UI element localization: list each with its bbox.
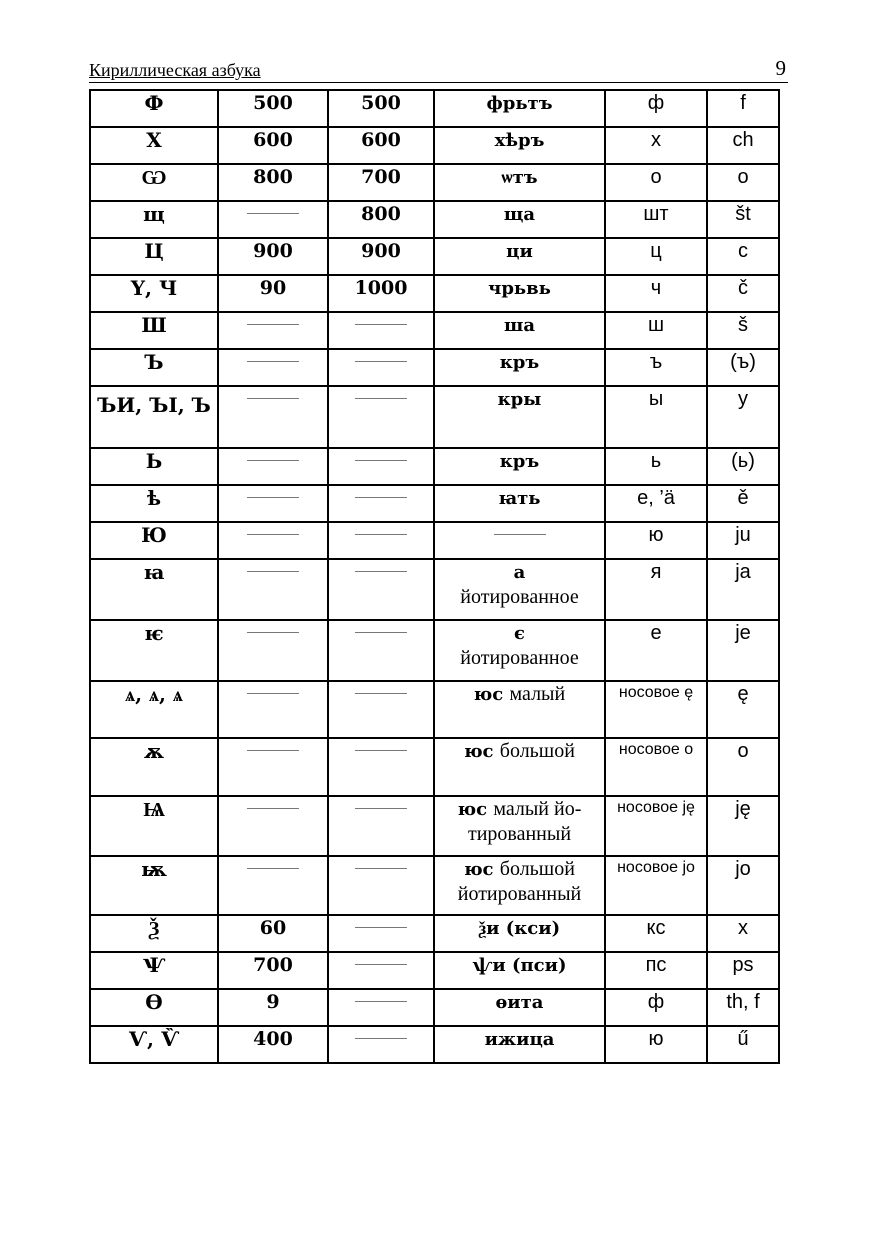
- cyrillic-value-cell: [328, 681, 434, 738]
- letter-name-bold: юс: [473, 684, 504, 705]
- letter-name-cell: ижица: [434, 1026, 605, 1063]
- letter-cell: Ш: [90, 312, 218, 349]
- letter-cell: ЪИ, ЪІ, Ъ: [90, 386, 218, 448]
- empty-dash: [247, 868, 299, 869]
- greek-value-cell: 700: [218, 952, 328, 989]
- letter-cell: ꙗ: [90, 559, 218, 620]
- letter-name-cell: хѣръ: [434, 127, 605, 164]
- cyrillic-value-cell: [328, 349, 434, 386]
- latin-transliteration-cell: th, f: [707, 989, 779, 1026]
- letter-cell: ѧ, ѧ, ѧ: [90, 681, 218, 738]
- letter-name-cell: ѱи (пси): [434, 952, 605, 989]
- letter-name-cell: [434, 681, 605, 738]
- greek-value-cell: 90: [218, 275, 328, 312]
- empty-dash: [247, 213, 299, 214]
- letter-name-cell: [434, 522, 605, 559]
- greek-value-cell: [218, 796, 328, 856]
- cyrillic-value-cell: [328, 559, 434, 620]
- empty-dash: [355, 964, 407, 965]
- letter-cell: ѫ: [90, 738, 218, 796]
- russian-equivalent-cell: ю: [605, 1026, 707, 1063]
- cyrillic-value-cell: [328, 989, 434, 1026]
- letter-name-plain: большой йотированный: [457, 858, 582, 905]
- cyrillic-value-cell: 600: [328, 127, 434, 164]
- russian-equivalent-cell: шт: [605, 201, 707, 238]
- letter-cell: Ѩ: [90, 796, 218, 856]
- letter-cell: Ѯ: [90, 915, 218, 952]
- cyrillic-value-cell: [328, 522, 434, 559]
- empty-dash: [355, 460, 407, 461]
- letter-name-cell: ша: [434, 312, 605, 349]
- running-head-title: Кириллическая азбука: [89, 60, 261, 80]
- latin-transliteration-cell: č: [707, 275, 779, 312]
- greek-value-cell: 900: [218, 238, 328, 275]
- letter-name-cell: [434, 559, 605, 620]
- table-row: [90, 275, 779, 312]
- empty-dash: [355, 750, 407, 751]
- letter-cell: Ь: [90, 448, 218, 485]
- cyrillic-value-cell: [328, 738, 434, 796]
- empty-dash: [247, 808, 299, 809]
- latin-transliteration-cell: o: [707, 164, 779, 201]
- cyrillic-value-cell: [328, 856, 434, 915]
- letter-cell: Ѡ: [90, 164, 218, 201]
- empty-dash: [247, 632, 299, 633]
- table-row: [90, 522, 779, 559]
- empty-dash: [247, 571, 299, 572]
- russian-equivalent-cell: ю: [605, 522, 707, 559]
- greek-value-cell: 400: [218, 1026, 328, 1063]
- cyrillic-value-cell: [328, 952, 434, 989]
- table-row: [90, 559, 779, 620]
- empty-dash: [247, 398, 299, 399]
- greek-value-cell: [218, 559, 328, 620]
- greek-value-cell: [218, 738, 328, 796]
- greek-value-cell: [218, 620, 328, 681]
- latin-transliteration-cell: ju: [707, 522, 779, 559]
- letter-name-bold: юс: [457, 799, 488, 820]
- table-row: [90, 952, 779, 989]
- empty-dash: [355, 693, 407, 694]
- letter-name-cell: [434, 796, 605, 856]
- russian-equivalent-cell: е, ’ä: [605, 485, 707, 522]
- letter-name-cell: [434, 856, 605, 915]
- letter-name-bold: юс: [464, 741, 494, 762]
- cyrillic-value-cell: [328, 448, 434, 485]
- cyrillic-value-cell: 800: [328, 201, 434, 238]
- latin-transliteration-cell: f: [707, 90, 779, 127]
- cyrillic-value-cell: [328, 1026, 434, 1063]
- table-row: [90, 1026, 779, 1063]
- cyrillic-value-cell: 500: [328, 90, 434, 127]
- table-row: [90, 856, 779, 915]
- table-row: [90, 201, 779, 238]
- table-row: [90, 349, 779, 386]
- greek-value-cell: [218, 681, 328, 738]
- latin-transliteration-cell: y: [707, 386, 779, 448]
- letter-name-plain: йотированное: [460, 647, 579, 669]
- table-row: [90, 164, 779, 201]
- russian-equivalent-cell: ц: [605, 238, 707, 275]
- empty-dash: [247, 693, 299, 694]
- letter-name-cell: ща: [434, 201, 605, 238]
- letter-cell: Ѳ: [90, 989, 218, 1026]
- latin-transliteration-cell: ps: [707, 952, 779, 989]
- cyrillic-value-cell: [328, 386, 434, 448]
- table-row: [90, 915, 779, 952]
- table-row: [90, 620, 779, 681]
- letter-name-cell: [434, 620, 605, 681]
- greek-value-cell: [218, 386, 328, 448]
- cyrillic-value-cell: [328, 915, 434, 952]
- empty-dash: [355, 927, 407, 928]
- latin-transliteration-cell: ja: [707, 559, 779, 620]
- letter-name-plain: большой: [499, 740, 575, 762]
- latin-transliteration-cell: je: [707, 620, 779, 681]
- empty-dash: [247, 460, 299, 461]
- letter-name-cell: ци: [434, 238, 605, 275]
- cyrillic-value-cell: 700: [328, 164, 434, 201]
- letter-name-cell: ѯи (кси): [434, 915, 605, 952]
- greek-value-cell: [218, 201, 328, 238]
- latin-transliteration-cell: š: [707, 312, 779, 349]
- greek-value-cell: 600: [218, 127, 328, 164]
- letter-name-cell: кръ: [434, 448, 605, 485]
- letter-name-cell: кръ: [434, 349, 605, 386]
- cyrillic-value-cell: [328, 796, 434, 856]
- latin-transliteration-cell: (ъ): [707, 349, 779, 386]
- russian-equivalent-cell: о: [605, 164, 707, 201]
- russian-equivalent-cell: пс: [605, 952, 707, 989]
- table-row: [90, 681, 779, 738]
- table-row: [90, 448, 779, 485]
- table-row: [90, 238, 779, 275]
- letter-name-cell: ꙗть: [434, 485, 605, 522]
- letter-name-bold: а: [513, 562, 526, 583]
- running-head: [89, 58, 788, 83]
- letter-name-bold: є: [514, 623, 525, 644]
- empty-dash: [247, 534, 299, 535]
- russian-equivalent-cell: ъ: [605, 349, 707, 386]
- greek-value-cell: [218, 856, 328, 915]
- russian-equivalent-cell: ы: [605, 386, 707, 448]
- greek-value-cell: [218, 312, 328, 349]
- russian-equivalent-cell: носовое о: [605, 738, 707, 796]
- table-row: [90, 485, 779, 522]
- letter-cell: щ: [90, 201, 218, 238]
- table-row: [90, 312, 779, 349]
- empty-dash: [494, 534, 546, 535]
- russian-equivalent-cell: е: [605, 620, 707, 681]
- cyrillic-value-cell: [328, 485, 434, 522]
- letter-name-cell: фрьтъ: [434, 90, 605, 127]
- empty-dash: [247, 750, 299, 751]
- empty-dash: [247, 324, 299, 325]
- greek-value-cell: 800: [218, 164, 328, 201]
- latin-transliteration-cell: jo: [707, 856, 779, 915]
- greek-value-cell: [218, 448, 328, 485]
- russian-equivalent-cell: ф: [605, 989, 707, 1026]
- letter-name-cell: [434, 738, 605, 796]
- russian-equivalent-cell: носовое ję: [605, 796, 707, 856]
- latin-transliteration-cell: ě: [707, 485, 779, 522]
- latin-transliteration-cell: ch: [707, 127, 779, 164]
- latin-transliteration-cell: ű: [707, 1026, 779, 1063]
- russian-equivalent-cell: ь: [605, 448, 707, 485]
- letter-name-cell: ѳита: [434, 989, 605, 1026]
- russian-equivalent-cell: носовое ę: [605, 681, 707, 738]
- letter-cell: Ъ: [90, 349, 218, 386]
- letter-cell: Ѱ: [90, 952, 218, 989]
- letter-cell: Ц: [90, 238, 218, 275]
- empty-dash: [355, 361, 407, 362]
- greek-value-cell: [218, 522, 328, 559]
- empty-dash: [355, 632, 407, 633]
- empty-dash: [247, 361, 299, 362]
- letter-cell: ѭ: [90, 856, 218, 915]
- russian-equivalent-cell: носовое jo: [605, 856, 707, 915]
- empty-dash: [355, 534, 407, 535]
- russian-equivalent-cell: ш: [605, 312, 707, 349]
- latin-transliteration-cell: (ь): [707, 448, 779, 485]
- letter-name-bold: юс: [464, 859, 494, 880]
- greek-value-cell: 60: [218, 915, 328, 952]
- empty-dash: [355, 868, 407, 869]
- cyrillic-value-cell: 1000: [328, 275, 434, 312]
- empty-dash: [355, 497, 407, 498]
- letter-name-cell: чрьвь: [434, 275, 605, 312]
- letter-cell: ѣ: [90, 485, 218, 522]
- russian-equivalent-cell: кс: [605, 915, 707, 952]
- cyrillic-value-cell: 900: [328, 238, 434, 275]
- table-row: [90, 90, 779, 127]
- latin-transliteration-cell: c: [707, 238, 779, 275]
- table-row: [90, 127, 779, 164]
- letter-cell: Ю: [90, 522, 218, 559]
- russian-equivalent-cell: ф: [605, 90, 707, 127]
- table-row: [90, 796, 779, 856]
- empty-dash: [355, 1038, 407, 1039]
- greek-value-cell: 500: [218, 90, 328, 127]
- russian-equivalent-cell: ч: [605, 275, 707, 312]
- empty-dash: [355, 571, 407, 572]
- letter-name-cell: кры: [434, 386, 605, 448]
- empty-dash: [355, 398, 407, 399]
- latin-transliteration-cell: ę: [707, 681, 779, 738]
- greek-value-cell: 9: [218, 989, 328, 1026]
- empty-dash: [355, 808, 407, 809]
- letter-name-plain: малый: [509, 683, 566, 705]
- table-row: [90, 386, 779, 448]
- latin-transliteration-cell: ję: [707, 796, 779, 856]
- table-row: [90, 989, 779, 1026]
- latin-transliteration-cell: št: [707, 201, 779, 238]
- latin-transliteration-cell: x: [707, 915, 779, 952]
- letter-name-cell: ѡтъ: [434, 164, 605, 201]
- letter-cell: ѥ: [90, 620, 218, 681]
- latin-transliteration-cell: о: [707, 738, 779, 796]
- letter-cell: Ѵ, Ѷ: [90, 1026, 218, 1063]
- letter-name-plain: малый йо-тированный: [467, 798, 582, 845]
- letter-cell: Ү, Ч: [90, 275, 218, 312]
- letter-cell: Ф: [90, 90, 218, 127]
- letter-cell: Х: [90, 127, 218, 164]
- alphabet-table: [89, 89, 780, 1064]
- russian-equivalent-cell: х: [605, 127, 707, 164]
- empty-dash: [247, 497, 299, 498]
- page-number: 9: [775, 56, 786, 80]
- letter-name-plain: йотированное: [460, 586, 579, 608]
- cyrillic-value-cell: [328, 620, 434, 681]
- empty-dash: [355, 324, 407, 325]
- cyrillic-value-cell: [328, 312, 434, 349]
- table-row: [90, 738, 779, 796]
- greek-value-cell: [218, 485, 328, 522]
- russian-equivalent-cell: я: [605, 559, 707, 620]
- empty-dash: [355, 1001, 407, 1002]
- greek-value-cell: [218, 349, 328, 386]
